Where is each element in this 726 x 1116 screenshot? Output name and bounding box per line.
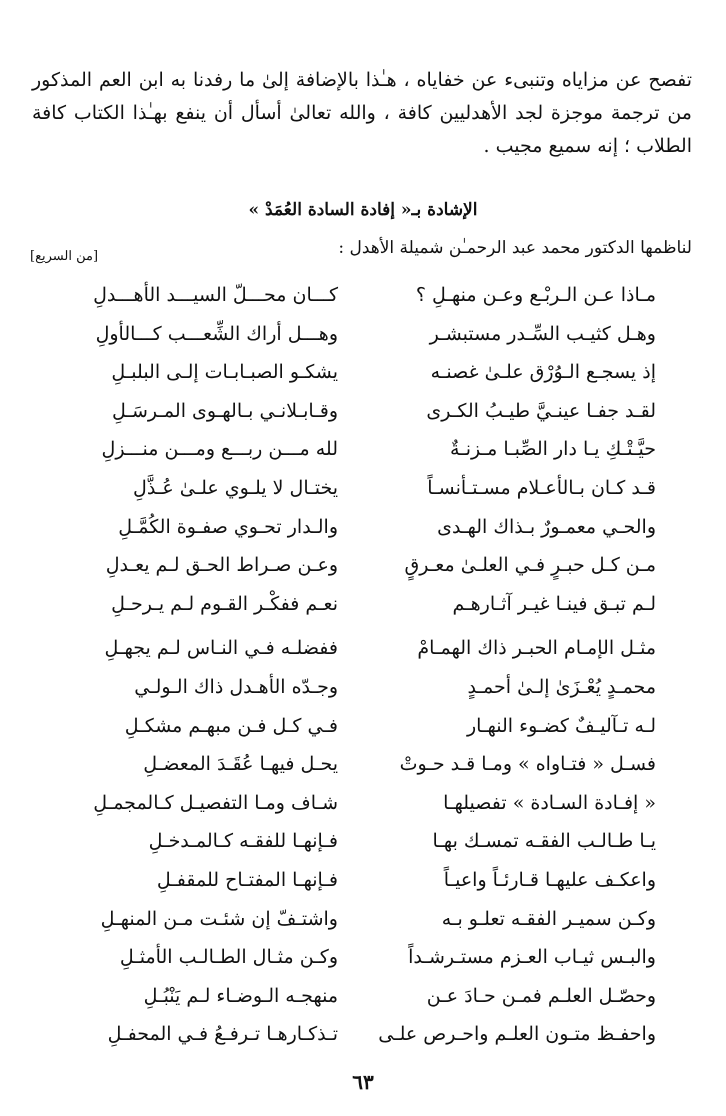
verse-second-half: منهجـه الـوضـاء لـم يَنْبُـلِ bbox=[143, 984, 338, 1007]
poem-meter: [من السريع] bbox=[30, 249, 99, 264]
verse-second-half: واشتـفّ إن شئـت مـن المنهـلِ bbox=[100, 907, 338, 930]
verse-second-half: نعـم ففكْـر القـوم لـم يـرحـلِ bbox=[111, 592, 338, 615]
verse-first-half: مثـل الإمـام الحبـر ذاك الهمـامْ bbox=[417, 637, 656, 660]
verse-row bbox=[0, 1021, 726, 1060]
verse-row bbox=[0, 282, 726, 321]
verse-second-half: لله مـــن ربـــع ومـــن منـــزلِ bbox=[101, 438, 338, 461]
verse-second-half: وقـابـلانـي بـالهـوى المـرسَـلِ bbox=[112, 399, 338, 422]
verse-second-half: وعـن صـراط الحـق لـم يعـدلِ bbox=[105, 554, 338, 577]
poem bbox=[0, 282, 726, 1060]
verse-second-half: وكـن مثـال الطـالـب الأمثـلِ bbox=[119, 946, 338, 969]
verse-first-half: والبـس ثيـاب العـزم مستـرشـداً bbox=[408, 946, 656, 969]
verse-row bbox=[0, 751, 726, 790]
verse-first-half: « إفـادة السـادة » تفصيلهـا bbox=[443, 791, 656, 814]
verse-row bbox=[0, 321, 726, 360]
verse-second-half: يشكـو الصبـابـات إلـى البلبـلِ bbox=[111, 361, 338, 384]
verse-row bbox=[0, 790, 726, 829]
verse-first-half: وكـن سميـر الفقـه تعلـو بـه bbox=[441, 907, 656, 930]
verse-row bbox=[0, 359, 726, 398]
verse-second-half: ففضلـه فـي النـاس لـم يجهـلِ bbox=[104, 637, 338, 660]
poem-heading: الإشادة بـ« إفادة السادة العُمَدْ » bbox=[248, 200, 478, 220]
verse-first-half: وحصّـل العلـم فمـن حـادَ عـن bbox=[426, 984, 656, 1007]
verse-second-half: والـدار تحـوي صفـوة الكُمَّـلِ bbox=[118, 515, 338, 538]
verse-second-half: شـاف ومـا التفصيـل كـالمجمـلِ bbox=[93, 791, 338, 814]
verse-second-half: يحـل فيهـا عُقَـدَ المعضـلِ bbox=[143, 753, 338, 776]
verse-second-half: فـإنهـا المفتـاح للمقفـلِ bbox=[156, 868, 338, 891]
verse-row bbox=[0, 475, 726, 514]
verse-row bbox=[0, 591, 726, 630]
verse-row bbox=[0, 552, 726, 591]
verse-first-half: مـاذا عـن الـربْـع وعـن منهـلِ ؟ bbox=[415, 284, 656, 306]
verse-first-half: مـن كـل حبـرٍ فـي العلـىٰ معـرقٍ bbox=[404, 554, 656, 577]
verse-first-half: قـد كـان بـالأعـلام مسـتـأنسـاً bbox=[427, 476, 656, 499]
verse-first-half: لـه تـآليـفٌ كضـوء النهـار bbox=[467, 714, 656, 737]
verse-second-half: كـــان محـــلّ السيـــد الأهـــدلِ bbox=[93, 284, 338, 306]
verse-row bbox=[0, 398, 726, 437]
verse-first-half: فسـل « فتـاواه » ومـا قـد حـوتْ bbox=[399, 753, 656, 776]
verse-second-half: وهـــل أراك الشِّعـــب كـــالأولِ bbox=[95, 322, 338, 345]
verse-first-half: لقـد جفـا عينـيَّ طيـبُ الكـرى bbox=[426, 399, 656, 422]
verse-row bbox=[0, 867, 726, 906]
verse-second-half: يختـال لا يلـوي علـىٰ عُـذَّلِ bbox=[133, 476, 338, 499]
verse-second-half: فـي كـل فـن مبهـم مشكـلِ bbox=[124, 714, 338, 737]
verse-row bbox=[0, 906, 726, 945]
intro-paragraph bbox=[32, 64, 692, 163]
verse-first-half: يـا طـالـب الفقـه تمسـك بهـا bbox=[432, 830, 656, 853]
page-number: ٦٣ bbox=[352, 1070, 374, 1094]
verse-row bbox=[0, 828, 726, 867]
verse-row bbox=[0, 674, 726, 713]
verse-second-half: وجـدّه الأهـدل ذاك الـولـي bbox=[134, 675, 338, 698]
verse-second-half: تـذكـارهـا تـرفـعُ فـي المحفـلِ bbox=[107, 1023, 338, 1046]
verse-first-half: وهـل كثيـب السِّـدر مستبشـر bbox=[429, 322, 656, 345]
verse-row bbox=[0, 983, 726, 1022]
verse-first-half: حيَّـتْـكِ يـا دار الصِّبـا مـزنـةٌ bbox=[450, 438, 656, 461]
verse-first-half: إذ يسجـع الـوُرْق علـىٰ غصنـه bbox=[430, 361, 656, 384]
verse-row bbox=[0, 635, 726, 674]
verse-row bbox=[0, 514, 726, 553]
intro-text: تفصح عن مزاياه وتنبىء عن خفاياه ، هـٰذا بالإضافة إلىٰ ما رفدنا به ابن العم المذكور من ترجمة موجزة لجد الأهدليين كافة ، والله تعالىٰ أسأل أن ينفع بهـٰذا الكتاب كافة الطلاب ؛ إنه سميع مجيب . bbox=[32, 69, 692, 157]
verse-first-half: واحفـظ متـون العلـم واحـرص علـى bbox=[378, 1023, 656, 1046]
verse-row bbox=[0, 713, 726, 752]
verse-first-half: محمـدٍ يُعْـزَىٰ إلـىٰ أحمـدٍ bbox=[467, 675, 656, 698]
verse-first-half: لـم تبـق فينـا غيـر آثـارهـم bbox=[452, 592, 656, 615]
verse-first-half: واعكـف عليهـا قـارئـاً واعيـاً bbox=[443, 868, 656, 891]
verse-row bbox=[0, 436, 726, 475]
verse-second-half: فـإنهـا للفقـه كـالمـدخـلِ bbox=[148, 830, 338, 853]
poem-attribution: لناظمها الدكتور محمد عبد الرحمـٰن شميلة الأهدل : bbox=[338, 238, 692, 258]
verse-row bbox=[0, 944, 726, 983]
verse-first-half: والحـي معمـورٌ بـذاك الهـدى bbox=[437, 515, 656, 538]
